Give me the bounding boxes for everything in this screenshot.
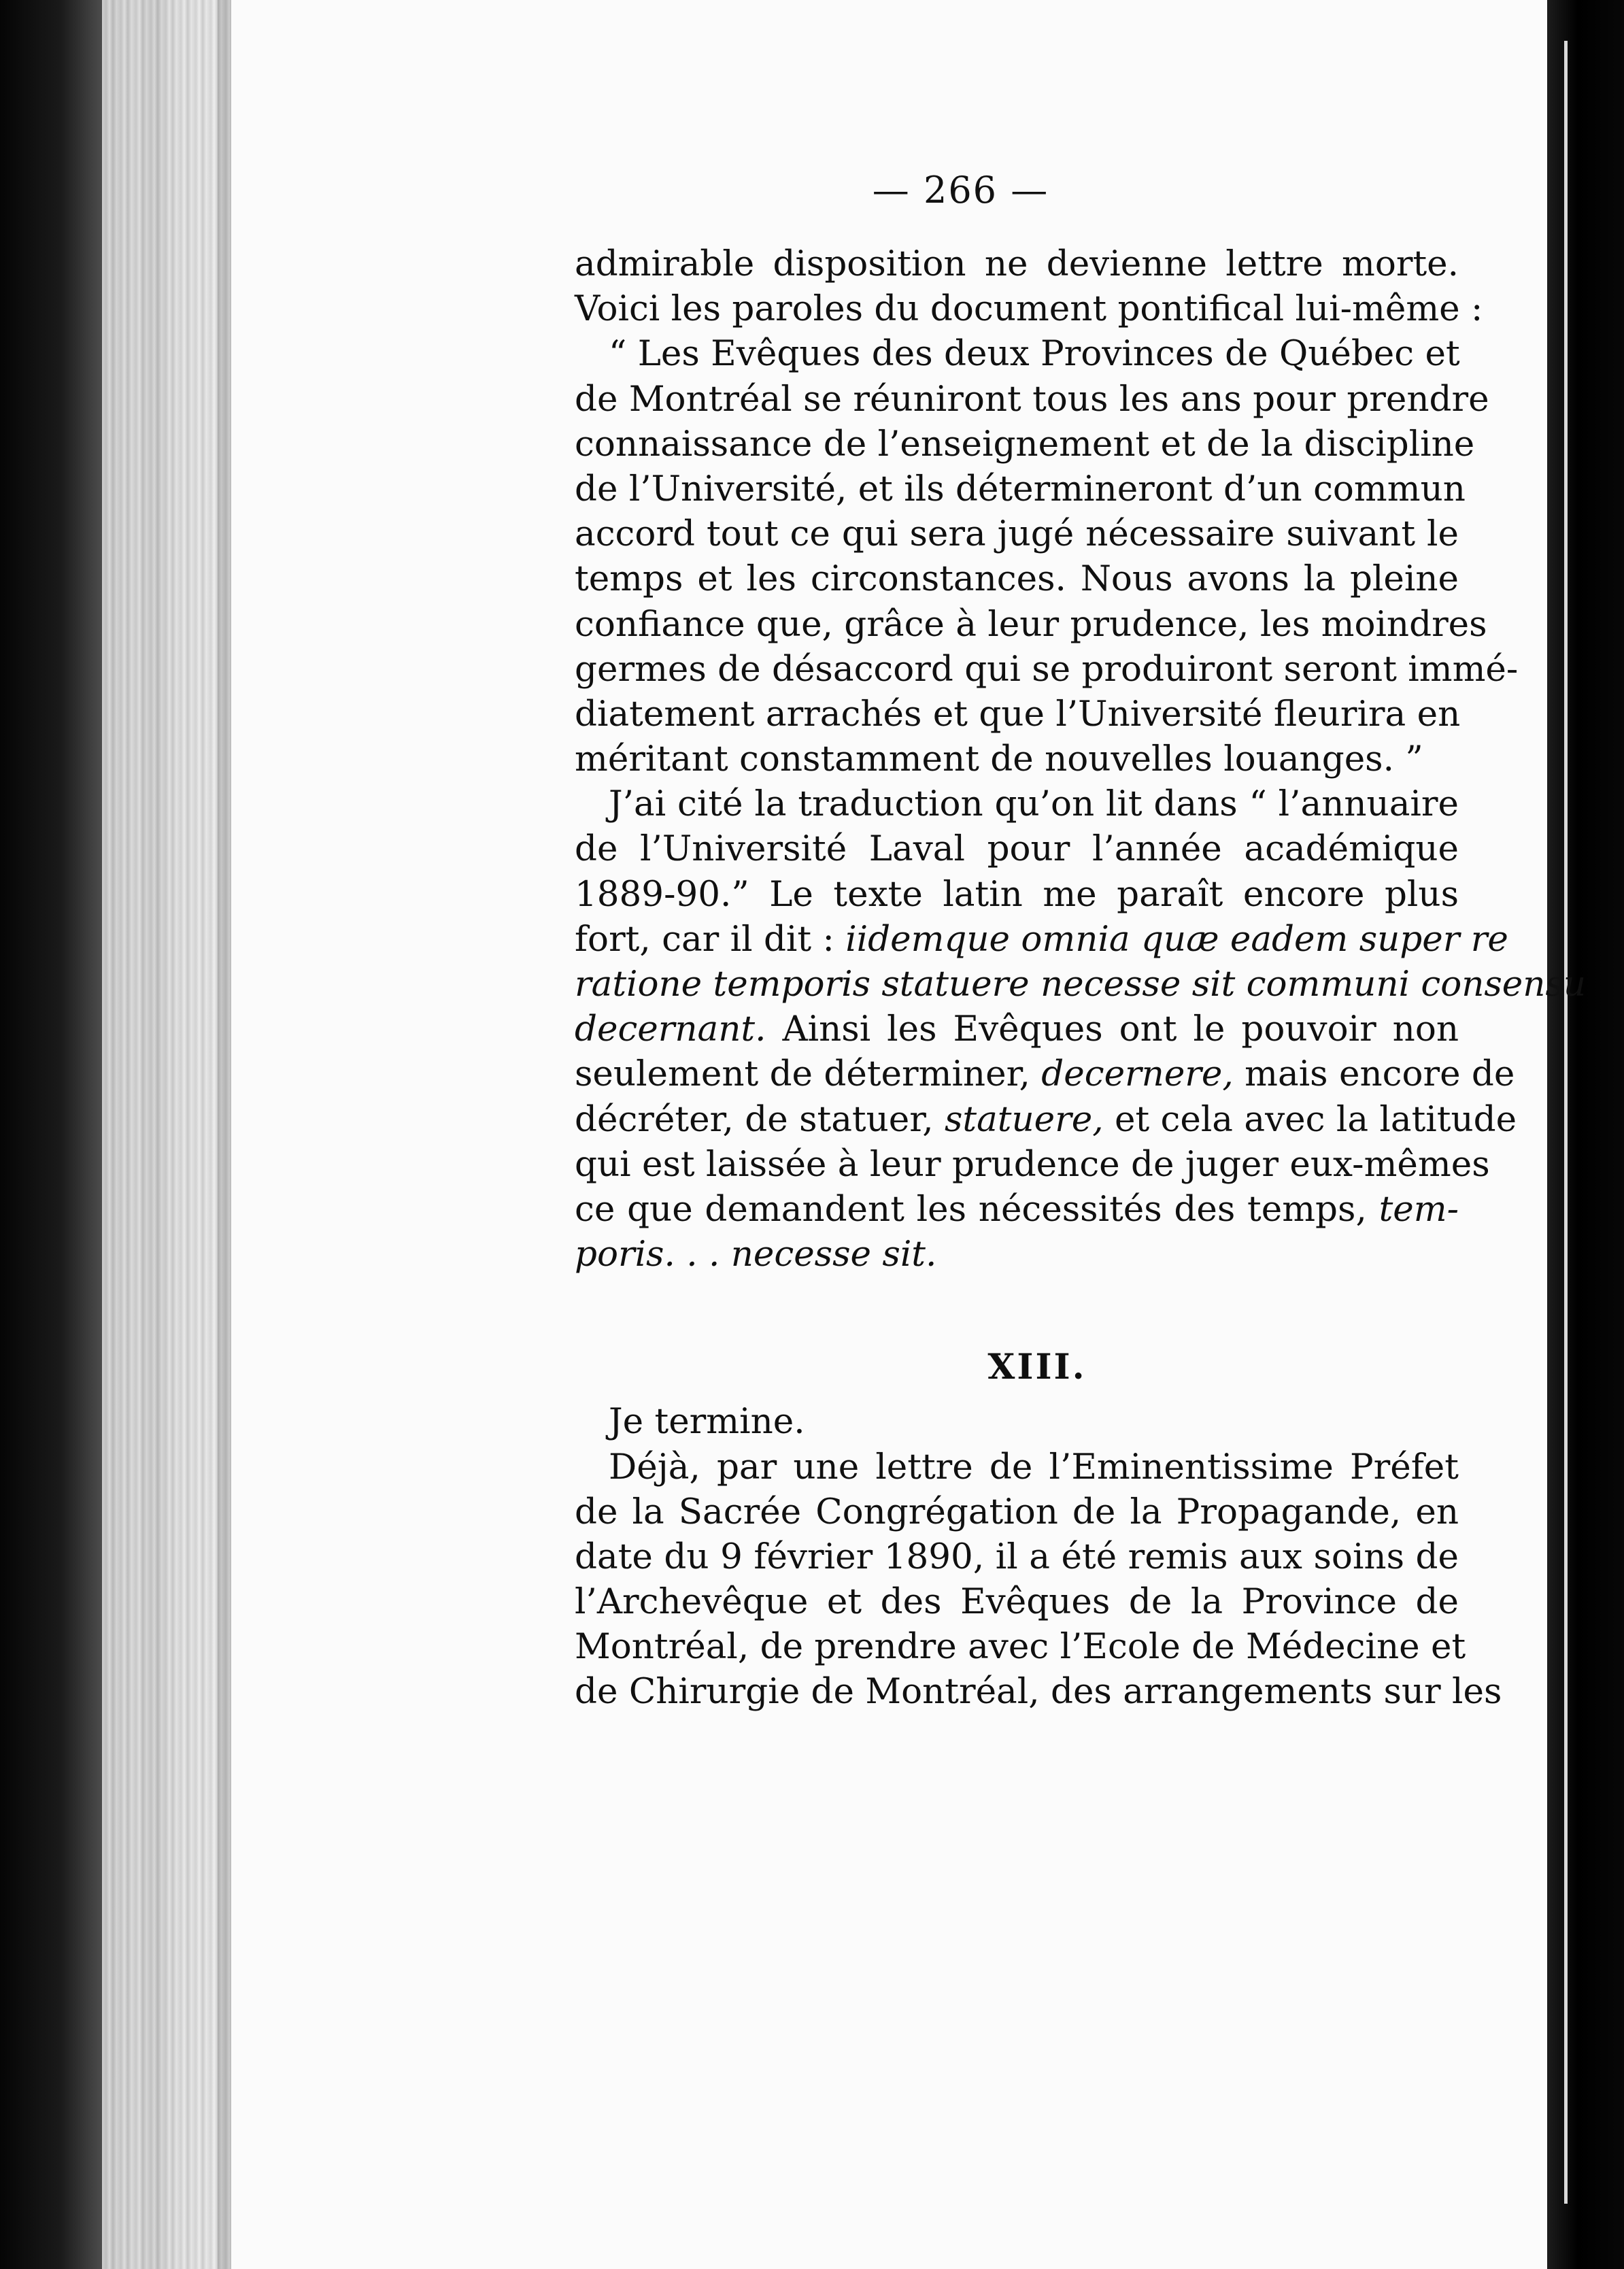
text-run: qui est laissée à leur prudence de juger eux-mêmes (575, 1143, 1490, 1185)
text-line: germes de désaccord qui se produiront seront immé- (575, 648, 1519, 690)
text-line: diatement arrachés et que l’Université fleurira en (575, 693, 1461, 735)
latin-phrase: decernant. (575, 1009, 766, 1050)
text-line (575, 1007, 1459, 1052)
text-line: connaissance de l’enseignement et de la discipline (575, 423, 1475, 465)
text-run: seulement de déterminer, (575, 1054, 1042, 1095)
text-line: Déjà, par une lettre de l’Eminentissime Préfet (609, 1446, 1459, 1488)
section-heading: XIII. (987, 1347, 1087, 1388)
text-line: “ Les Evêques des deux Provinces de Québec et (609, 333, 1460, 375)
latin-phrase: tem- (1378, 1188, 1459, 1230)
text-line (575, 1052, 1515, 1096)
text-line (575, 1187, 1459, 1232)
text-line: Montréal, de prendre avec l’Ecole de Médecine et (575, 1626, 1466, 1668)
page-stack-edges (102, 0, 231, 2269)
text-latin-quote (575, 917, 1587, 1277)
text-run: fort, car il dit : (575, 918, 846, 960)
text-line: confiance que, grâce à leur prudence, les moindres (575, 603, 1487, 645)
text-line: de Montréal se réuniront tous les ans pour prendre (575, 378, 1489, 420)
latin-phrase: statuere, (944, 1098, 1104, 1140)
latin-phrase: ratione temporis statuere necesse sit communi consensu (575, 964, 1587, 1005)
text-line (575, 962, 1587, 1007)
text-line: de l’Université, et ils détermineront d’un commun (575, 468, 1466, 509)
text-line (575, 1142, 1490, 1187)
text-line (575, 917, 1508, 962)
text-line: date du 9 février 1890, il a été remis aux soins de (575, 1536, 1459, 1577)
text-line (575, 1097, 1517, 1142)
facing-page-edge (1564, 41, 1568, 2204)
text-line: Je termine. (609, 1401, 805, 1443)
latin-phrase: iidemque omnia quæ eadem super re (845, 918, 1508, 960)
text-run: mais encore de (1233, 1054, 1515, 1095)
text-line: de Chirurgie de Montréal, des arrangements sur les (575, 1671, 1502, 1713)
text-line (575, 1232, 1459, 1277)
text-line: J’ai cité la traduction qu’on lit dans “ l’annuaire (609, 784, 1459, 825)
page-body (575, 241, 1587, 1715)
text-run: ce que demandent les nécessités des temps, (575, 1188, 1379, 1230)
text-before-heading (575, 241, 1519, 917)
text-run: Ainsi les Evêques ont le pouvoir non (766, 1009, 1459, 1050)
text-after-heading (575, 1399, 1502, 1714)
scan-right-border (1547, 0, 1624, 2269)
text-line: de l’Université Laval pour l’année académique (575, 828, 1459, 870)
text-line: admirable disposition ne devienne lettre morte. (575, 243, 1459, 284)
text-run: décréter, de statuer, (575, 1098, 945, 1140)
latin-phrase: decernere, (1041, 1054, 1234, 1095)
text-line: de la Sacrée Congrégation de la Propagande, en (575, 1491, 1459, 1532)
text-line: méritant constamment de nouvelles louanges. ” (575, 739, 1423, 780)
text-line: 1889-90.” Le texte latin me paraît encore plus (575, 873, 1459, 915)
text-line: l’Archevêque et des Evêques de la Province de (575, 1581, 1459, 1623)
text-run: et cela avec la latitude (1103, 1098, 1517, 1140)
text-line: accord tout ce qui sera jugé nécessaire suivant le (575, 514, 1459, 555)
latin-phrase: poris. . . necesse sit. (575, 1234, 937, 1275)
text-line: Voici les paroles du document pontifical lui-même : (575, 288, 1483, 330)
text-line: temps et les circonstances. Nous avons la pleine (575, 558, 1459, 600)
page-number: — 266 — (872, 169, 1049, 212)
